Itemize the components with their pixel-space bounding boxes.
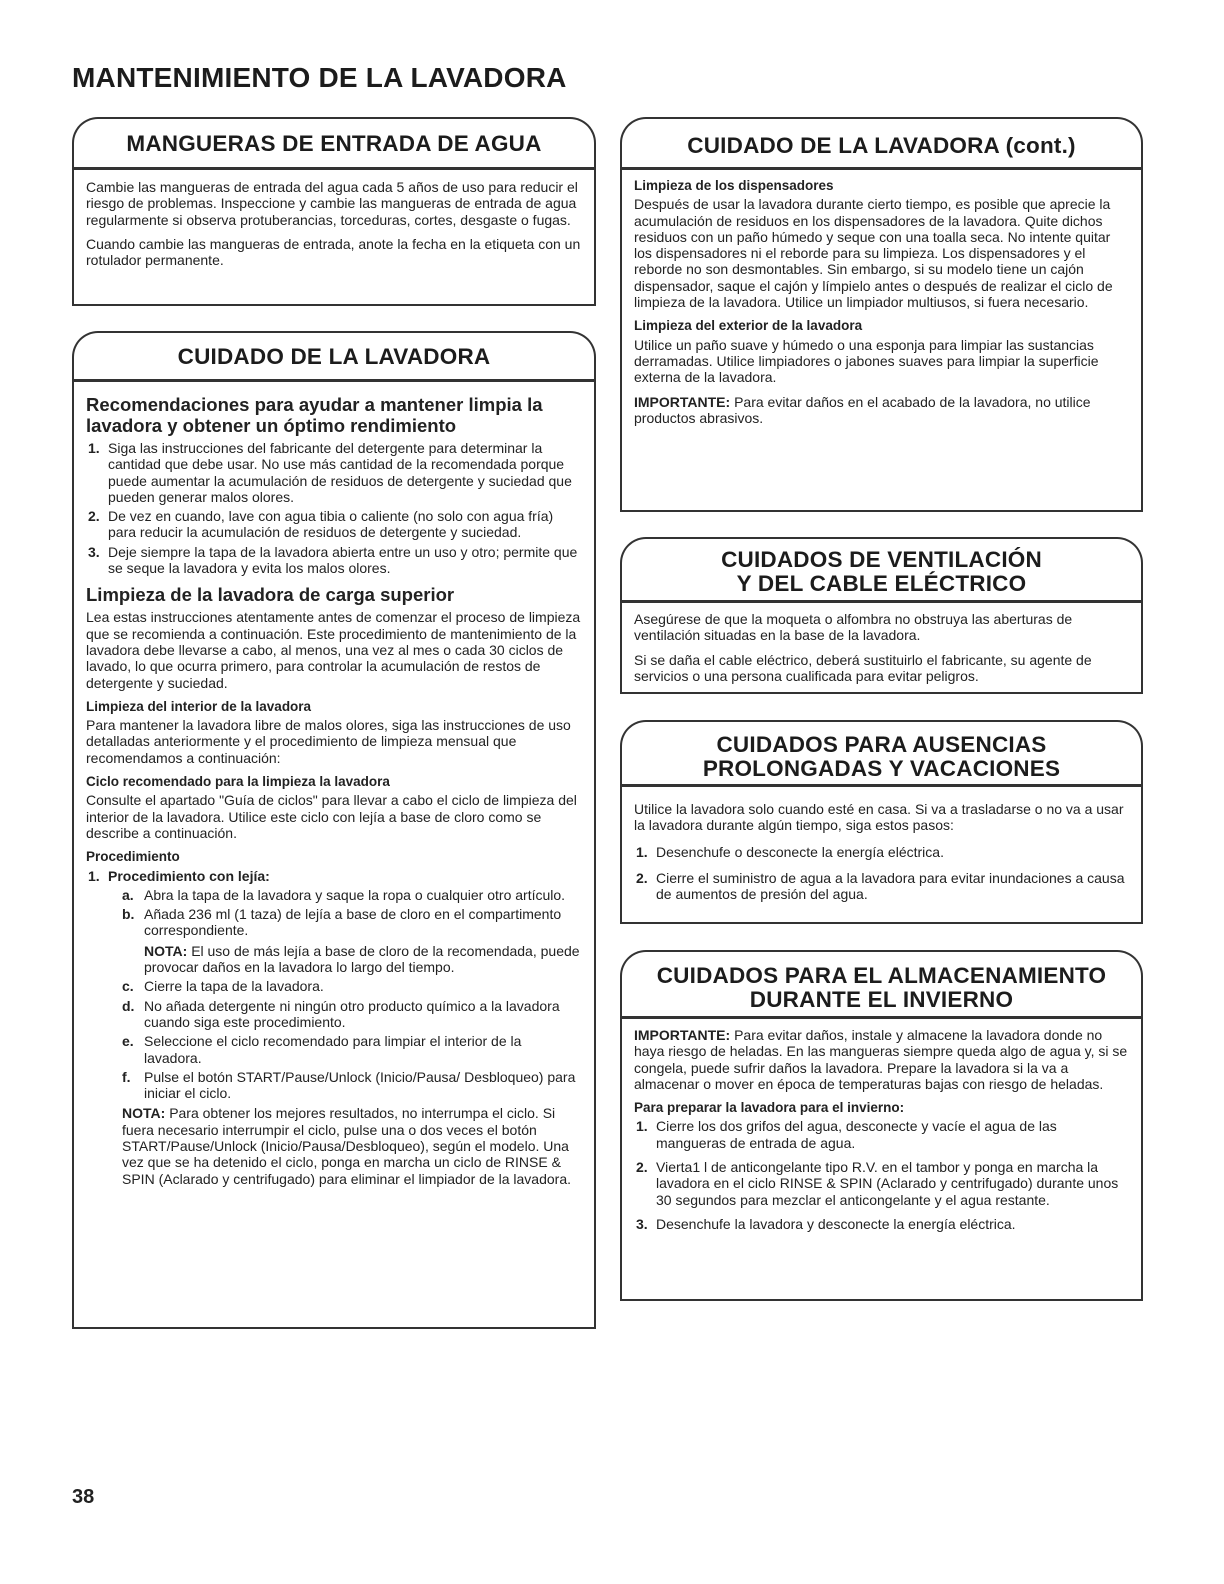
hoses-heading bbox=[72, 117, 596, 167]
vacation-list bbox=[634, 844, 1129, 903]
care-section bbox=[72, 331, 596, 1329]
cycle-text: Consulte el apartado "Guía de ciclos" para llevar a cabo el ciclo de limpieza del interior de la lavadora. Utilice este ciclo con lejía a base de cloro como se describe a continuación. bbox=[86, 792, 577, 841]
care-cont-body bbox=[620, 170, 1143, 512]
hoses-paragraph: Cambie las mangueras de entrada del agua cada 5 años de uso para reducir el riesgo de problemas. Inspeccione y cambie las mangueras de entrada de agua regularmente si observa protuberancias, torceduras, cortes, desgaste o fugas. bbox=[86, 179, 578, 228]
ventilation-section bbox=[620, 537, 1143, 694]
winter-important: IMPORTANTE: Para evitar daños, instale y almacene la lavadora donde no haya riesgo de heladas. En las mangueras siempre queda algo de agua y, si se congela, puede sufrir daños la lavadora. Prepare la lavadora si la va a almacenar o mover en época de temperaturas bajas con riesgo de heladas. bbox=[634, 1027, 1128, 1092]
dispensers-text: Después de usar la lavadora durante cierto tiempo, es posible que aprecie la acumulación de residuos en los dispensadores de la lavadora. Quite dichos residuos con un paño húmedo y seque con una toalla seca. No intente quitar los dispensadores ni el reborde para su limpieza. Los dispensadores y el reborde no son desmontables. Sin embargo, si su modelo tiene un cajón dispensador, saque el cajón y límpielo antes o después de realizar el ciclo de limpieza de la lavadora. Utilice un limpiador multiusos, si fuera necesario. bbox=[634, 196, 1113, 311]
hoses-title: MANGUERAS DE ENTRADA DE AGUA bbox=[126, 131, 542, 156]
list-item: 2. Vierta1 l de anticongelante tipo R.V. en el tambor y ponga en marcha la lavadora en el ciclo RINSE & SPIN (Aclarado y centrifugado) durante unos 30 segundos para mezclar el anticongelante y el agua restante. bbox=[636, 1159, 1119, 1208]
important-note: IMPORTANTE: Para evitar daños en el acabado de la lavadora, no utilice productos abrasivos. bbox=[634, 393, 1091, 426]
page-number: 38 bbox=[72, 1486, 95, 1508]
recommendations-list bbox=[86, 440, 582, 576]
top-load-text: Lea estas instrucciones atentamente antes de comenzar el proceso de limpieza que se recomienda a continuación. Este procedimiento de mantenimiento de la lavadora debe llevarse a cabo, al menos, una vez al mes o cada 30 ciclos de lavado, lo que ocurra primero, para controlar la acumulación de restos de detergente y suciedad. bbox=[86, 609, 581, 691]
care-heading bbox=[72, 331, 596, 379]
bleach-note: NOTA: El uso de más lejía a base de cloro de la recomendada, puede provocar daños en la lavadora lo largo del tiempo. bbox=[144, 942, 580, 976]
winter-section bbox=[620, 950, 1143, 1301]
procedure-heading: Procedimiento bbox=[86, 849, 180, 865]
ventilation-heading bbox=[620, 537, 1143, 600]
vacation-heading bbox=[620, 720, 1143, 784]
list-item: 2. De vez en cuando, lave con agua tibia o caliente (no solo con agua fría) para reducir la acumulación de residuos de detergente y suciedad. bbox=[88, 508, 554, 541]
procedure-steps bbox=[86, 978, 582, 1101]
final-note: NOTA: Para obtener los mejores resultados, no interrumpa el ciclo. Si fuera necesario interrumpir el ciclo, pulse una o dos veces el botón START/Pause/Unlock (Inicio/Pausa/Desbloqueo), según el modelo. Una vez que se ha detenido el ciclo, ponga en marcha un ciclo de RINSE & SPIN (Aclarado y centrifugado) para eliminar el limpiador de la lavadora. bbox=[122, 1105, 571, 1187]
ventilation-body bbox=[620, 603, 1143, 694]
winter-body bbox=[620, 1019, 1143, 1301]
recommendations-heading: Recomendaciones para ayudar a mantener limpia la lavadora y obtener un óptimo rendimiento bbox=[86, 394, 543, 436]
care-cont-heading bbox=[620, 117, 1143, 167]
list-item: 1. Cierre los dos grifos del agua, desconecte y vacíe el agua de las mangueras de entrada de agua. bbox=[636, 1118, 1057, 1151]
list-item: d. No añada detergente ni ningún otro producto químico a la lavadora cuando siga este procedimiento. bbox=[122, 997, 560, 1030]
list-item: c. Cierre la tapa de la lavadora. bbox=[122, 978, 324, 995]
list-item: 3. Deje siempre la tapa de la lavadora abierta entre un uso y otro; permite que se seque la lavadora y evita los malos olores. bbox=[88, 543, 578, 577]
vacation-section bbox=[620, 720, 1143, 924]
interior-heading: Limpieza del interior de la lavadora bbox=[86, 698, 312, 714]
procedure-steps bbox=[86, 887, 582, 939]
care-cont-section bbox=[620, 117, 1143, 512]
exterior-heading: Limpieza del exterior de la lavadora bbox=[634, 318, 863, 334]
vacation-intro: Utilice la lavadora solo cuando esté en casa. Si va a trasladarse o no va a usar la lavadora durante algún tiempo, siga estos pasos: bbox=[634, 801, 1124, 834]
list-item: b. Añada 236 ml (1 taza) de lejía a base de cloro en el compartimento correspondiente. bbox=[122, 906, 562, 939]
winter-prep-heading: Para preparar la lavadora para el invierno: bbox=[634, 1100, 905, 1116]
dispensers-heading: Limpieza de los dispensadores bbox=[634, 178, 834, 193]
top-load-heading: Limpieza de la lavadora de carga superior bbox=[86, 584, 455, 606]
ventilation-paragraph: Si se daña el cable eléctrico, deberá sustituirlo el fabricante, su agente de servicios o una persona cualificada para evitar peligros. bbox=[634, 651, 1092, 684]
list-item: f. Pulse el botón START/Pause/Unlock (Inicio/Pausa/ Desbloqueo) para iniciar el ciclo. bbox=[122, 1068, 576, 1102]
care-title: CUIDADO DE LA LAVADORA bbox=[177, 344, 491, 369]
hoses-section bbox=[72, 117, 596, 306]
vacation-body bbox=[620, 787, 1143, 924]
winter-heading bbox=[620, 950, 1143, 1016]
exterior-text: Utilice un paño suave y húmedo o una esponja para limpiar las sustancias derramadas. Utilice limpiadores o jabones suaves para limpiar la superficie externa de la lavadora. bbox=[634, 336, 1099, 386]
ventilation-title-line: Y DEL CABLE ELÉCTRICO bbox=[736, 571, 1027, 596]
ventilation-paragraph: Asegúrese de que la moqueta o alfombra no obstruya las aberturas de ventilación situadas en la base de la lavadora. bbox=[634, 611, 1073, 644]
care-cont-title: CUIDADO DE LA LAVADORA (cont.) bbox=[687, 133, 1076, 158]
vacation-title-line: CUIDADOS PARA AUSENCIAS bbox=[716, 732, 1047, 757]
vacation-title-line: PROLONGADAS Y VACACIONES bbox=[702, 756, 1061, 781]
cycle-heading: Ciclo recomendado para la limpieza la lavadora bbox=[86, 774, 390, 790]
list-item: 2. Cierre el suministro de agua a la lavadora para evitar inundaciones a causa de aumentos de presión del agua. bbox=[636, 869, 1125, 903]
hoses-body bbox=[72, 170, 596, 306]
list-item: a. Abra la tapa de la lavadora y saque la ropa o cualquier otro artículo. bbox=[122, 886, 566, 903]
winter-title-line: CUIDADOS PARA EL ALMACENAMIENTO bbox=[656, 963, 1107, 988]
list-item: 1. Siga las instrucciones del fabricante del detergente para determinar la cantidad que debe usar. No use más cantidad de la recomendada porque puede aumentar la acumulación de residuos de detergente y suciedad que pueden generar malos olores. bbox=[88, 440, 572, 505]
list-item: 1. Desenchufe o desconecte la energía eléctrica. bbox=[636, 843, 944, 860]
interior-text: Para mantener la lavadora libre de malos olores, siga las instrucciones de uso detalladas anteriormente y el procedimiento de limpieza mensual que recomendamos a continuación: bbox=[86, 717, 571, 766]
ventilation-title-line: CUIDADOS DE VENTILACIÓN bbox=[721, 547, 1042, 572]
hoses-paragraph: Cuando cambie las mangueras de entrada, anote la fecha en la etiqueta con un rotulador permanente. bbox=[86, 235, 581, 269]
care-body bbox=[72, 382, 596, 1329]
list-item: 3. Desenchufe la lavadora y desconecte la energía eléctrica. bbox=[636, 1215, 1016, 1232]
page-title: MANTENIMIENTO DE LA LAVADORA bbox=[72, 62, 567, 93]
winter-title-line: DURANTE EL INVIERNO bbox=[749, 987, 1014, 1012]
procedure-item: 1. Procedimiento con lejía: bbox=[88, 867, 270, 884]
winter-list bbox=[634, 1118, 1129, 1232]
list-item: e. Seleccione el ciclo recomendado para limpiar el interior de la lavadora. bbox=[122, 1033, 522, 1066]
